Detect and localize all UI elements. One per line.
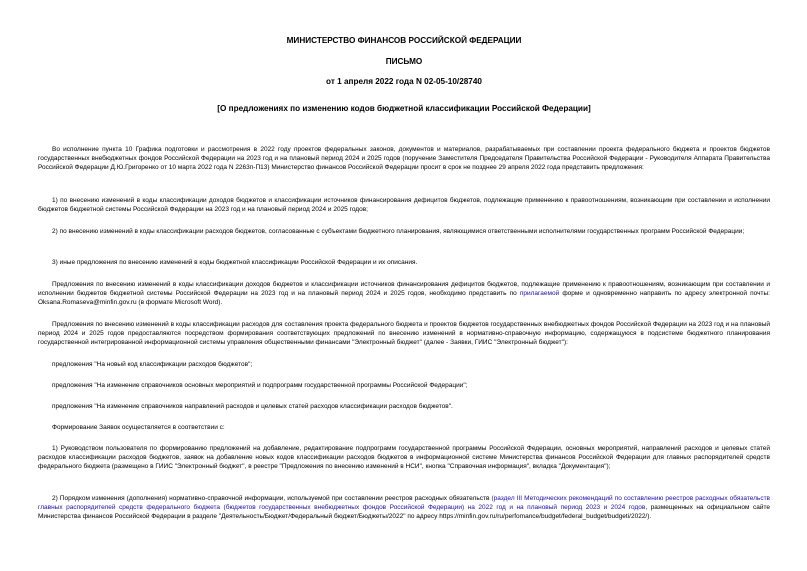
paragraph-item-3: 3) иные предложения по внесению изменений в коды бюджетной классификации Российской Федерации и их описания. <box>52 259 418 266</box>
paragraph-forming-requests: Формирование Заявок осуществляется в соответствии с: <box>52 424 225 431</box>
methodical-recommendations-link[interactable]: (раздел III Методических рекомендаций по составлению реестров расходных обязательств главных распорядителей средств федерального бюджета (бюджетов государственных внебюджетных фондов Российской Федерации) на 2022 год и на плановый период 2023 и 2024 годов <box>38 495 771 512</box>
paragraph-item-2: 2) по внесению изменений в коды классификации расходов бюджетов, согласованные с субъектами бюджетного планирования, являющимися ответственными исполнителями государственных программ Российской Федерации; <box>52 228 745 235</box>
paragraph-proposal-programs: предложения "На изменение справочников основных мероприятий и подпрограмм государственной программы Российской Федерации"; <box>52 382 468 389</box>
paragraph-income-text-a: Предложения по внесению изменений в коды классификации доходов бюджетов и классификации источников финансирования дефицитов бюджетов, подлежащие применению к правоотношениям, возникающим при составлении и исполнении бюджетов бюджетной системы Российской Федерации на 2023 год и на плановый период 2024 и 2025 годов, необходимо представить по <box>38 281 770 298</box>
paragraph-procedure <box>38 494 770 521</box>
paragraph-procedure-text-b: , размещенных на официальном сайте Министерства финансов Российской Федерации в разделе "Деятельность/Бюджет/Федеральный бюджет/Бюджеты/2022" по адресу https://minfin.gov.ru/ru/perfomance/budget/federal_budget/budgeti/2022/). <box>38 504 770 521</box>
ministry-title: МИНИСТЕРСТВО ФИНАНСОВ РОССИЙСКОЙ ФЕДЕРАЦИИ <box>286 36 522 45</box>
document-date-number: от 1 апреля 2022 года N 02-05-10/28740 <box>326 77 482 86</box>
paragraph-item-1: 1) по внесению изменений в коды классификации доходов бюджетов и классификации источников финансирования дефицитов бюджетов, подлежащие применению к правоотношениям, возникающим при составлении и исполнении бюджетов бюджетной системы Российской Федерации на 2023 год и на плановый период 2024 и 2025 годов; <box>38 197 770 214</box>
paragraph-proposal-new-code: предложения "На новый код классификации расходов бюджетов"; <box>52 361 253 368</box>
paragraph-income-text-b: форме и одновременно направить по адресу электронной почты: Oksana.Romaseva@minfin.gov.ru (в формате Microsoft Word). <box>38 290 770 307</box>
paragraph-intro: Во исполнение пункта 10 Графика подготовки и рассмотрения в 2022 году проектов федеральных законов, документов и материалов, разрабатываемых при составлении проекта федерального бюджета и проектов бюджетов государственных внебюджетных фондов Российской Федерации на 2023 год и на плановый период 2024 и 2025 годов (поручение Заместителя Председателя Правительства Российской Федерации - Руководителя Аппарата Правительства Российской Федерации Д.Ю.Григоренко от 10 марта 2022 года N 2263п-П13) Министерство финансов Российской Федерации просит в срок не позднее 29 апреля 2022 года представить предложения: <box>38 146 770 172</box>
paragraph-income-proposals <box>38 280 770 307</box>
paragraph-expense-proposals: Предложения по внесению изменений в коды классификации расходов для составления проекта федерального бюджета и проектов бюджетов государственных внебюджетных фондов Российской Федерации на 2023 год и на плановый период 2024 и 2025 годов предоставляются посредством формирования соответствующих предложений по внесению изменений в нормативно-справочную информацию, содержащуюся в подсистеме бюджетного планирования государственной интегрированной информационной системы управления общественными финансами "Электронный бюджет" (далее - Заявки, ГИИС "Электронный бюджет"): <box>38 321 770 347</box>
paragraph-procedure-text-a: 2) Порядком изменения (дополнения) нормативно-справочной информации, используемой при составлении реестров расходных обязательств <box>52 495 492 502</box>
document-subject: [О предложениях по изменению кодов бюджетной классификации Российской Федерации] <box>217 104 591 113</box>
paragraph-proposal-directions: предложения "На изменение справочников направлений расходов и целевых статей расходов классификации расходов бюджетов". <box>52 403 453 410</box>
document-type: ПИСЬМО <box>385 57 423 66</box>
paragraph-user-guide: 1) Руководством пользователя по формированию предложений на добавление, редактирование подпрограмм государственной программы Российской Федерации, основных мероприятий, направлений расходов и целевых статей расходов классификации расходов бюджетов, заявок на добавление новых кодов классификации расходов бюджетов в информационной системе Министерства финансов Российской Федерации для главных распорядителей средств федерального бюджета (размещено в ГИИС "Электронный бюджет", в реестре "Предложения по внесению изменений в НСИ", кнопка "Справочная информация", вкладка "Документация"); <box>38 445 770 471</box>
attached-form-link[interactable]: прилагаемой <box>519 290 560 298</box>
